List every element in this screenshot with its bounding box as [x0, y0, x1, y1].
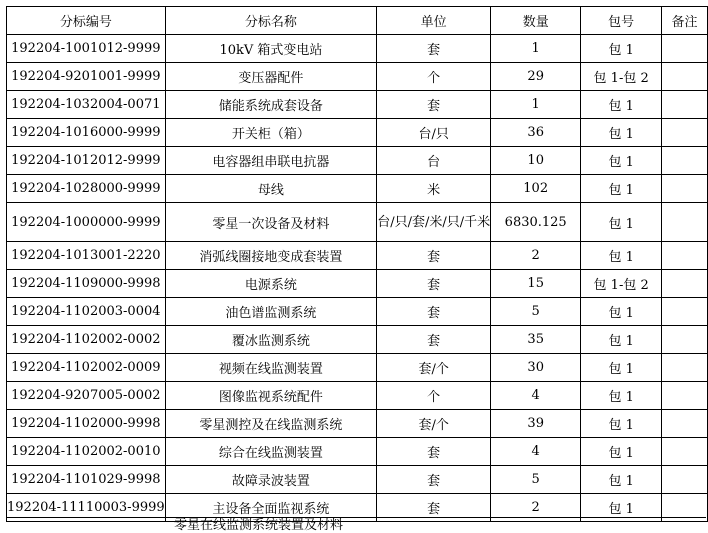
cell-quantity: 39 — [491, 410, 581, 438]
cell-package: 包 1-包 2 — [581, 63, 662, 91]
cell-quantity: 2 — [491, 494, 581, 522]
cell-unit: 个 — [377, 382, 491, 410]
cell-package: 包 1 — [581, 438, 662, 466]
cell-quantity: 4 — [491, 382, 581, 410]
cell-name: 电源系统 — [165, 270, 377, 298]
cell-quantity: 5 — [491, 466, 581, 494]
cell-quantity: 5 — [491, 298, 581, 326]
cell-unit: 套/个 — [377, 410, 491, 438]
cell-package: 包 1 — [581, 466, 662, 494]
cell-quantity: 102 — [491, 175, 581, 203]
cell-code: 192204-1016000-9999 — [7, 119, 166, 147]
cell-remarks — [662, 326, 708, 354]
cell-package: 包 1 — [581, 354, 662, 382]
cell-code: 192204-1012012-9999 — [7, 147, 166, 175]
cell-name: 油色谱监测系统 — [165, 298, 377, 326]
cell-name: 覆冰监测系统 — [165, 326, 377, 354]
cell-name: 零星测控及在线监测系统 — [165, 410, 377, 438]
cell-package: 包 1 — [581, 494, 662, 522]
header-row — [7, 7, 708, 35]
cell-remarks — [662, 35, 708, 63]
cell-package: 包 1 — [581, 242, 662, 270]
cell-name: 视频在线监测装置 — [165, 354, 377, 382]
cell-package: 包 1-包 2 — [581, 270, 662, 298]
header-package: 包号 — [581, 7, 662, 35]
cell-code: 192204-1028000-9999 — [7, 175, 166, 203]
cell-code: 192204-1013001-2220 — [7, 242, 166, 270]
header-quantity: 数量 — [491, 7, 581, 35]
table-row — [7, 203, 708, 242]
cell-remarks — [662, 382, 708, 410]
table-row — [7, 382, 708, 410]
cell-code: 192204-1001012-9999 — [7, 35, 166, 63]
cell-package: 包 1 — [581, 91, 662, 119]
cell-remarks — [662, 119, 708, 147]
cell-quantity: 1 — [491, 35, 581, 63]
cell-name: 零星一次设备及材料 — [165, 203, 377, 242]
cell-name: 主设备全面监视系统 — [165, 494, 377, 522]
cell-unit: 套 — [377, 438, 491, 466]
cell-package: 包 1 — [581, 326, 662, 354]
cell-quantity: 30 — [491, 354, 581, 382]
cell-code: 192204-11110003-9999 — [7, 494, 166, 522]
cell-name: 10kV 箱式变电站 — [165, 35, 377, 63]
table-row — [7, 410, 708, 438]
table-row — [7, 438, 708, 466]
cell-quantity: 2 — [491, 242, 581, 270]
cell-unit: 米 — [377, 175, 491, 203]
cell-name: 变压器配件 — [165, 63, 377, 91]
cell-code: 192204-1102002-0002 — [7, 326, 166, 354]
cell-unit: 台/只/套/米/只/千米 — [377, 203, 491, 242]
table-row — [7, 175, 708, 203]
table-row — [7, 119, 708, 147]
next-row-cutoff — [6, 517, 706, 533]
table-row — [7, 147, 708, 175]
cell-code: 192204-9207005-0002 — [7, 382, 166, 410]
cell-quantity: 35 — [491, 326, 581, 354]
table-row — [7, 63, 708, 91]
table-row — [7, 35, 708, 63]
table-row — [7, 298, 708, 326]
cell-name: 储能系统成套设备 — [165, 91, 377, 119]
header-code: 分标编号 — [7, 7, 166, 35]
cell-name: 母线 — [165, 175, 377, 203]
cell-unit: 套 — [377, 242, 491, 270]
cell-package: 包 1 — [581, 298, 662, 326]
table-row — [7, 354, 708, 382]
table-row — [7, 91, 708, 119]
cell-package: 包 1 — [581, 147, 662, 175]
cell-name: 图像监视系统配件 — [165, 382, 377, 410]
cell-package: 包 1 — [581, 203, 662, 242]
cell-remarks — [662, 298, 708, 326]
cell-code: 192204-9201001-9999 — [7, 63, 166, 91]
cell-remarks — [662, 354, 708, 382]
header-remarks: 备注 — [662, 7, 708, 35]
header-name: 分标名称 — [165, 7, 377, 35]
cell-code: 192204-1102003-0004 — [7, 298, 166, 326]
cell-name: 开关柜（箱） — [165, 119, 377, 147]
cell-package: 包 1 — [581, 35, 662, 63]
cell-code: 192204-1000000-9999 — [7, 203, 166, 242]
cell-code: 192204-1102000-9998 — [7, 410, 166, 438]
cell-remarks — [662, 91, 708, 119]
cell-remarks — [662, 410, 708, 438]
cell-package: 包 1 — [581, 410, 662, 438]
cell-name: 消弧线圈接地变成套装置 — [165, 242, 377, 270]
cell-unit: 套 — [377, 494, 491, 522]
cell-unit: 个 — [377, 63, 491, 91]
cell-quantity: 1 — [491, 91, 581, 119]
cell-remarks — [662, 270, 708, 298]
cell-remarks — [662, 63, 708, 91]
cell-unit: 台/只 — [377, 119, 491, 147]
table-row — [7, 326, 708, 354]
cell-remarks — [662, 242, 708, 270]
cell-name: 电容器组串联电抗器 — [165, 147, 377, 175]
cell-quantity: 29 — [491, 63, 581, 91]
header-unit: 单位 — [377, 7, 491, 35]
cell-unit: 台 — [377, 147, 491, 175]
table-row — [7, 270, 708, 298]
cell-quantity: 4 — [491, 438, 581, 466]
cell-code: 192204-1101029-9998 — [7, 466, 166, 494]
cell-remarks — [662, 438, 708, 466]
cell-unit: 套 — [377, 298, 491, 326]
cell-package: 包 1 — [581, 119, 662, 147]
cell-name: 故障录波装置 — [165, 466, 377, 494]
cell-code: 192204-1032004-0071 — [7, 91, 166, 119]
cell-package: 包 1 — [581, 175, 662, 203]
table-row — [7, 242, 708, 270]
cell-unit: 套 — [377, 91, 491, 119]
cell-remarks — [662, 175, 708, 203]
cut-off-row-text: 零星在线监测系统装置及材料 — [174, 518, 344, 533]
cell-quantity: 6830.125 — [491, 203, 581, 242]
cell-quantity: 36 — [491, 119, 581, 147]
row-divider — [6, 517, 706, 518]
cell-name: 综合在线监测装置 — [165, 438, 377, 466]
cell-unit: 套 — [377, 35, 491, 63]
cell-unit: 套 — [377, 326, 491, 354]
cell-quantity: 10 — [491, 147, 581, 175]
cell-unit: 套 — [377, 270, 491, 298]
cell-unit: 套/个 — [377, 354, 491, 382]
cell-code: 192204-1102002-0010 — [7, 438, 166, 466]
cell-remarks — [662, 203, 708, 242]
cell-remarks — [662, 466, 708, 494]
cell-package: 包 1 — [581, 382, 662, 410]
table-row — [7, 466, 708, 494]
cell-quantity: 15 — [491, 270, 581, 298]
cell-code: 192204-1102002-0009 — [7, 354, 166, 382]
cell-remarks — [662, 147, 708, 175]
cell-unit: 套 — [377, 466, 491, 494]
cell-code: 192204-1109000-9998 — [7, 270, 166, 298]
